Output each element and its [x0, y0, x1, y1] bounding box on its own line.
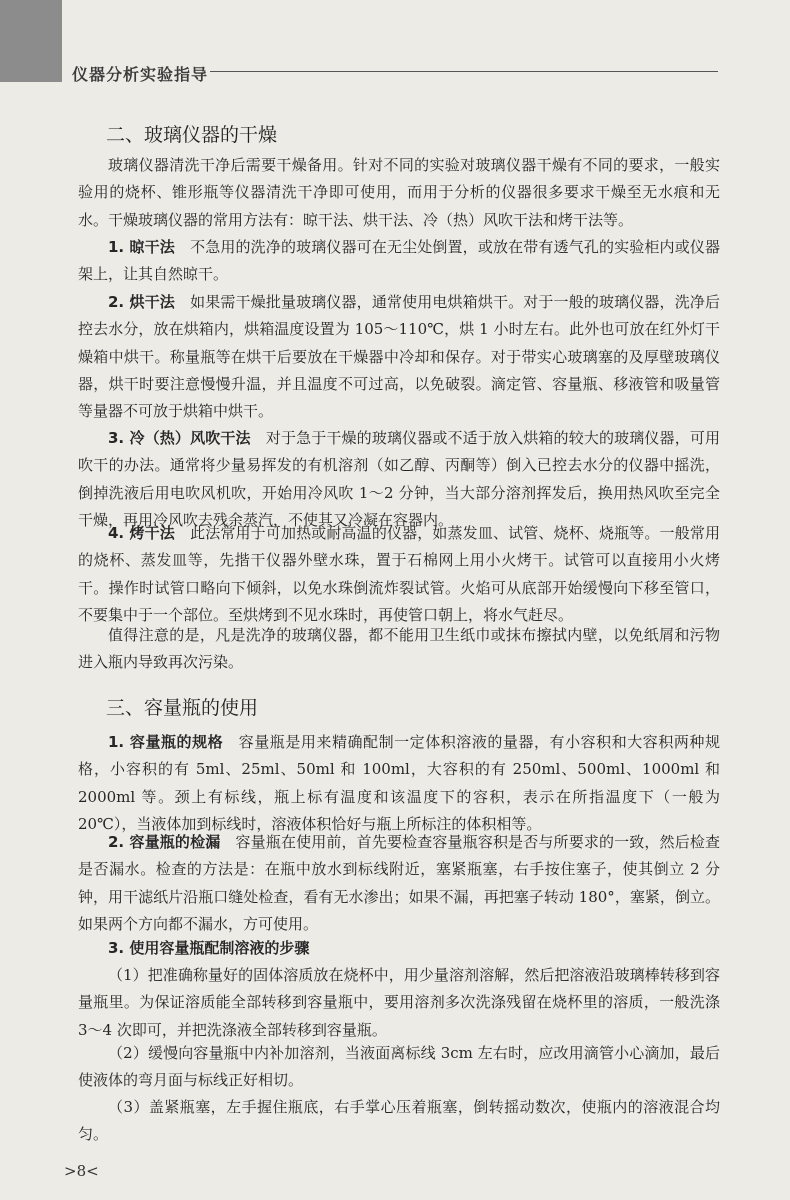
paragraph-blow-dry	[78, 425, 720, 534]
page-number: >8<	[64, 1162, 99, 1180]
method-text-blow-dry: 对于急于干燥的玻璃仪器或不适于放入烘箱的较大的玻璃仪器，可用吹干的办法。通常将少量易挥发的有机溶剂（如乙醇、丙酮等）倒入已控去水分的仪器中摇洗，倒掉洗液后用电吹风机吹，开始用冷风吹 1～2 分钟，当大部分溶剂挥发后，换用热风吹至完全干燥，再用冷风吹去残余蒸汽，不使其又冷凝在容器内。	[78, 429, 720, 529]
paragraph-note: 值得注意的是，凡是洗净的玻璃仪器，都不能用卫生纸巾或抹布擦拭内壁，以免纸屑和污物进入瓶内导致再次污染。	[78, 626, 720, 672]
subsection-title-flask-specs: 1. 容量瓶的规格	[108, 733, 224, 751]
paragraph-air-dry	[78, 234, 720, 289]
header-tab	[0, 0, 62, 82]
page-number-value: 8	[76, 1162, 87, 1180]
header-rule	[210, 71, 718, 72]
method-title-blow-dry: 3. 冷（热）风吹干法	[108, 429, 251, 447]
method-title-bake-dry: 4. 烤干法	[108, 524, 175, 542]
paragraph-drying-intro: 玻璃仪器清洗干净后需要干燥备用。针对不同的实验对玻璃仪器干燥有不同的要求，一般实验用的烧杯、锥形瓶等仪器清洗干净即可使用，而用于分析的仪器很多要求干燥至无水痕和无水。干燥玻璃仪器的常用方法有：晾干法、烘干法、冷（热）风吹干法和烤干法等。	[78, 156, 720, 229]
section-heading-volumetric-flask: 三、容量瓶的使用	[106, 697, 259, 719]
method-title-oven-dry: 2. 烘干法	[108, 293, 175, 311]
paragraph-bake-dry	[78, 520, 720, 629]
step-2: （2）缓慢向容量瓶中内补加溶剂，当液面离标线 3cm 左右时，应改用滴管小心滴加，最后使液体的弯月面与标线正好相切。	[78, 1044, 720, 1090]
method-title-air-dry: 1. 晾干法	[108, 238, 175, 256]
subsection-title-leak-test: 2. 容量瓶的检漏	[108, 833, 221, 851]
method-text-air-dry: 不急用的洗净的玻璃仪器可在无尘处倒置，或放在带有透气孔的实验柜内或仪器架上，让其自然晾干。	[78, 238, 720, 284]
method-text-bake-dry: 此法常用于可加热或耐高温的仪器，如蒸发皿、试管、烧杯、烧瓶等。一般常用的烧杯、蒸发皿等，先揩干仪器外壁水珠，置于石棉网上用小火烤干。试管可以直接用小火烤干。操作时试管口略向下倾斜，以免水珠倒流炸裂试管。火焰可从底部开始缓慢向下移至管口，不要集中于一个部位。至烘烤到不见水珠时，再使管口朝上，将水气赶尽。	[78, 524, 720, 624]
method-text-oven-dry: 如果需干燥批量玻璃仪器，通常使用电烘箱烘干。对于一般的玻璃仪器，洗净后控去水分，放在烘箱内，烘箱温度设置为 105～110℃，烘 1 小时左右。此外也可放在红外灯干燥箱中烘干。称量瓶等在烘干后要放在干燥器中冷却和保存。对于带实心玻璃塞的及厚壁玻璃仪器，烘干时要注意慢慢升温，并且温度不可过高，以免破裂。滴定管、容量瓶、移液管和吸量管等量器不可放于烘箱中烘干。	[78, 293, 720, 421]
paragraph-leak-test	[78, 829, 720, 938]
subsection-title-preparation-steps: 3. 使用容量瓶配制溶液的步骤	[108, 939, 310, 957]
paragraph-flask-specs	[78, 729, 720, 838]
step-1: （1）把准确称量好的固体溶质放在烧杯中，用少量溶剂溶解，然后把溶液沿玻璃棒转移到容量瓶里。为保证溶质能全部转移到容量瓶中，要用溶剂多次洗涤残留在烧杯里的溶质，一般洗涤 3～4 次即可，并把洗涤液全部转移到容量瓶。	[78, 966, 720, 1039]
running-head: 仪器分析实验指导	[72, 65, 209, 84]
subsection-text-flask-specs: 容量瓶是用来精确配制一定体积溶液的量器，有小容积和大容积两种规格，小容积的有 5ml、25ml、50ml 和 100ml，大容积的有 250ml、500ml、1000ml 和 2000ml 等。颈上有标线，瓶上标有温度和该温度下的容积，表示在所指温度下（一般为 20℃），当液体加到标线时，溶液体积恰好与瓶上所标注的体积相等。	[78, 733, 720, 833]
step-3: （3）盖紧瓶塞，左手握住瓶底，右手掌心压着瓶塞，倒转摇动数次，使瓶内的溶液混合均匀。	[78, 1098, 720, 1144]
section-heading-drying: 二、玻璃仪器的干燥	[106, 124, 278, 146]
paragraph-oven-dry	[78, 289, 720, 425]
subsection-text-leak-test: 容量瓶在使用前，首先要检查容量瓶容积是否与所要求的一致，然后检查是否漏水。检查的方法是：在瓶中放水到标线附近，塞紧瓶塞，右手按住塞子，使其倒立 2 分钟，用干滤纸片沿瓶口缝处检查，看有无水渗出；如果不漏，再把塞子转动 180°，塞紧，倒立。如果两个方向都不漏水，方可使用。	[78, 833, 720, 933]
